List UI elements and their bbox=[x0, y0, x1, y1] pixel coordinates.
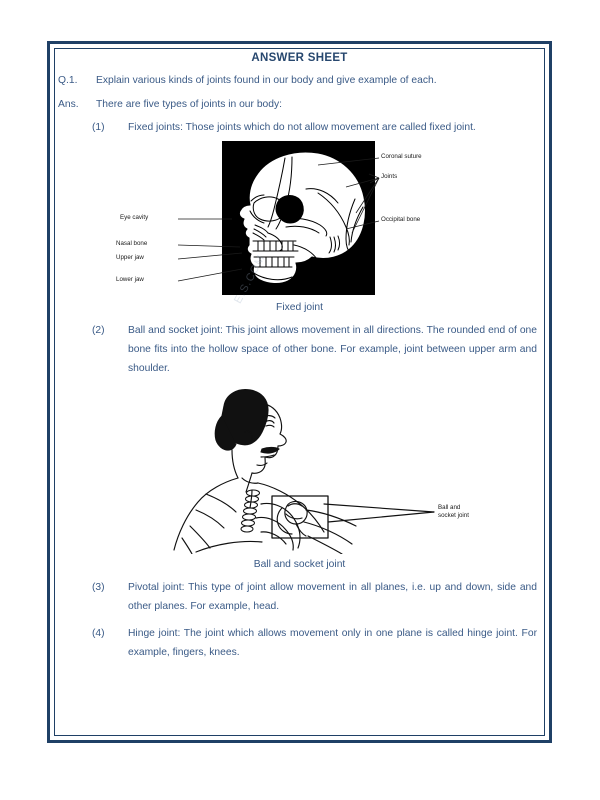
answer-item-2-text: Ball and socket joint: This joint allows movement in all directions. The rounded end of one bone fits into the hollow space of other bone. For example, joint between upper arm and shoulder. bbox=[128, 325, 537, 374]
answer-item-4 bbox=[56, 624, 543, 662]
page-watermark: E.S.COM bbox=[232, 252, 268, 306]
answer-item-1 bbox=[56, 120, 543, 135]
question-text: Explain various kinds of joints found in our body and give example of each. bbox=[96, 75, 437, 86]
answer-item-3-text: Pivotal joint: This type of joint allow movement in all planes, i.e. up and down, side and other planes. For example, head. bbox=[128, 582, 537, 612]
shoulder-diagram bbox=[56, 386, 543, 554]
skull-label-joints: Joints bbox=[381, 173, 398, 180]
skull-diagram bbox=[56, 141, 543, 297]
skull-figure-caption: Fixed joint bbox=[276, 302, 323, 313]
question-row bbox=[56, 73, 543, 88]
answer-intro-text: There are five types of joints in our body: bbox=[96, 99, 283, 110]
skull-label-eye-cavity: Eye cavity bbox=[120, 214, 149, 221]
skull-label-lower-jaw: Lower jaw bbox=[116, 276, 144, 283]
shoulder-figure-caption: Ball and socket joint bbox=[253, 559, 346, 570]
shoulder-label-socket-joint: socket joint bbox=[438, 512, 469, 519]
question-tag: Q.1. bbox=[58, 75, 78, 86]
answer-item-1-text: Fixed joints: Those joints which do not allow movement are called fixed joint. bbox=[128, 122, 476, 133]
skull-label-upper-jaw: Upper jaw bbox=[116, 254, 144, 261]
answer-item-2-tag: (2) bbox=[92, 325, 105, 336]
document-content bbox=[56, 46, 543, 738]
answer-item-4-tag: (4) bbox=[92, 628, 105, 639]
answer-item-4-text: Hinge joint: The joint which allows movement only in one plane is called hinge joint. For example, fingers, knees. bbox=[128, 628, 537, 658]
skull-label-coronal-suture: Coronal suture bbox=[381, 153, 422, 160]
answer-intro-row bbox=[56, 97, 543, 112]
page-title: ANSWER SHEET bbox=[251, 52, 348, 64]
skull-label-nasal-bone: Nasal bone bbox=[116, 240, 148, 247]
shoulder-drawing bbox=[56, 386, 543, 554]
answer-item-3-tag: (3) bbox=[92, 582, 105, 593]
answer-item-1-tag: (1) bbox=[92, 122, 105, 133]
answer-tag: Ans. bbox=[58, 99, 79, 110]
answer-item-2 bbox=[56, 321, 543, 378]
shoulder-label-ball-and: Ball and bbox=[438, 504, 461, 511]
skull-label-occipital-bone: Occipital bone bbox=[381, 216, 421, 223]
answer-item-3 bbox=[56, 578, 543, 616]
